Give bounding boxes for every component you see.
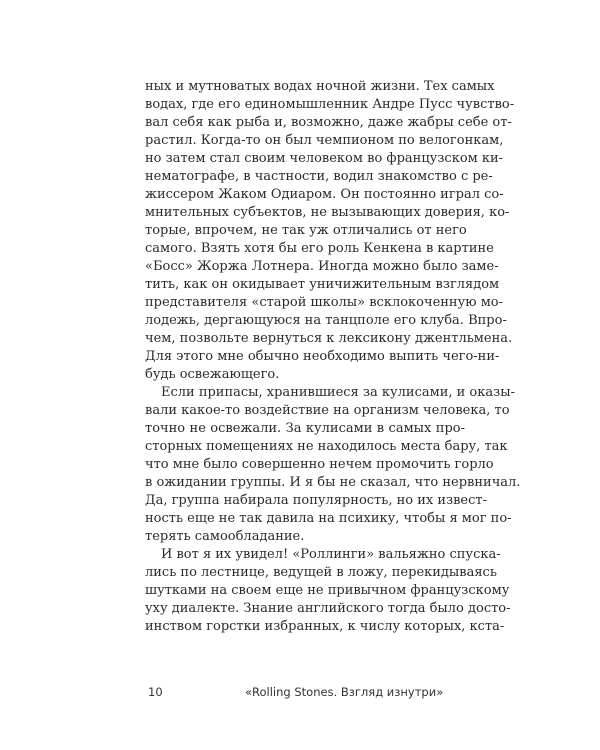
text-line: ность еще не так давила на психику, чтобы я мог по- (145, 511, 512, 526)
text-line: вал себя как рыба и, возможно, даже жабры себе от- (145, 115, 512, 130)
text-line: нематографе, в частности, водил знакомство с ре- (145, 169, 493, 184)
text-line: но затем стал своим человеком во французском ки- (145, 151, 504, 166)
text-line: ных и мутноватых водах ночной жизни. Тех самых (145, 79, 495, 94)
running-title: «Rolling Stones. Взгляд изнутри» (245, 685, 444, 699)
text-line: уху диалекте. Знание английского тогда было досто- (145, 601, 511, 616)
text-line: водах, где его единомышленник Андре Пусс чувство- (145, 97, 515, 112)
text-line: «Босс» Жоржа Лотнера. Иногда можно было заме- (145, 259, 499, 274)
text-line: мнительных субъектов, не вызывающих доверия, ко- (145, 205, 510, 220)
paragraph (145, 546, 511, 636)
body-text (145, 78, 521, 636)
text-line: тить, как он окидывает уничижительным взглядом (145, 277, 500, 292)
text-line: растил. Когда-то он был чемпионом по велогонкам, (145, 133, 504, 148)
text-line: Для этого мне обычно необходимо выпить чего-ни- (145, 349, 500, 364)
text-line: инством горстки избранных, к числу которых, кста- (145, 619, 505, 634)
text-line: лись по лестнице, ведущей в ложу, перекидываясь (145, 565, 497, 580)
text-line: торые, впрочем, не так уж отличались от него (145, 223, 467, 238)
text-line: точно не освежали. За кулисами в самых про- (145, 421, 465, 436)
text-line: самого. Взять хотя бы его роль Кенкена в картине (145, 241, 494, 256)
text-line: Да, группа набирала популярность, но их извест- (145, 493, 487, 508)
paragraph (145, 384, 521, 546)
text-line: лодежь, дергающуюся на танцполе его клуба. Впро- (145, 313, 507, 328)
text-line: что мне было совершенно нечем промочить горло (145, 457, 494, 472)
text-line: чем, позвольте вернуться к лексикону джентльмена. (145, 331, 513, 346)
text-line: Если припасы, хранившиеся за кулисами, и оказы- (161, 385, 515, 400)
text-line: терять самообладание. (145, 529, 305, 544)
page-number: 10 (148, 685, 163, 699)
text-line: будь освежающего. (145, 367, 280, 382)
text-line: вали какое-то воздействие на организм человека, то (145, 403, 510, 418)
text-line: жиссером Жаком Одиаром. Он постоянно играл со- (145, 187, 504, 202)
text-line: сторных помещениях не находилось места бару, так (145, 439, 508, 454)
page-footer (0, 685, 600, 705)
paragraph (145, 78, 515, 384)
text-line: представителя «старой школы» всклокоченную мо- (145, 295, 504, 310)
text-line: И вот я их увидел! «Роллинги» вальяжно спуска- (161, 547, 501, 562)
text-line: в ожидании группы. И я бы не сказал, что нервничал. (145, 475, 521, 490)
text-line: шутками на своем еще не привычном французскому (145, 583, 510, 598)
